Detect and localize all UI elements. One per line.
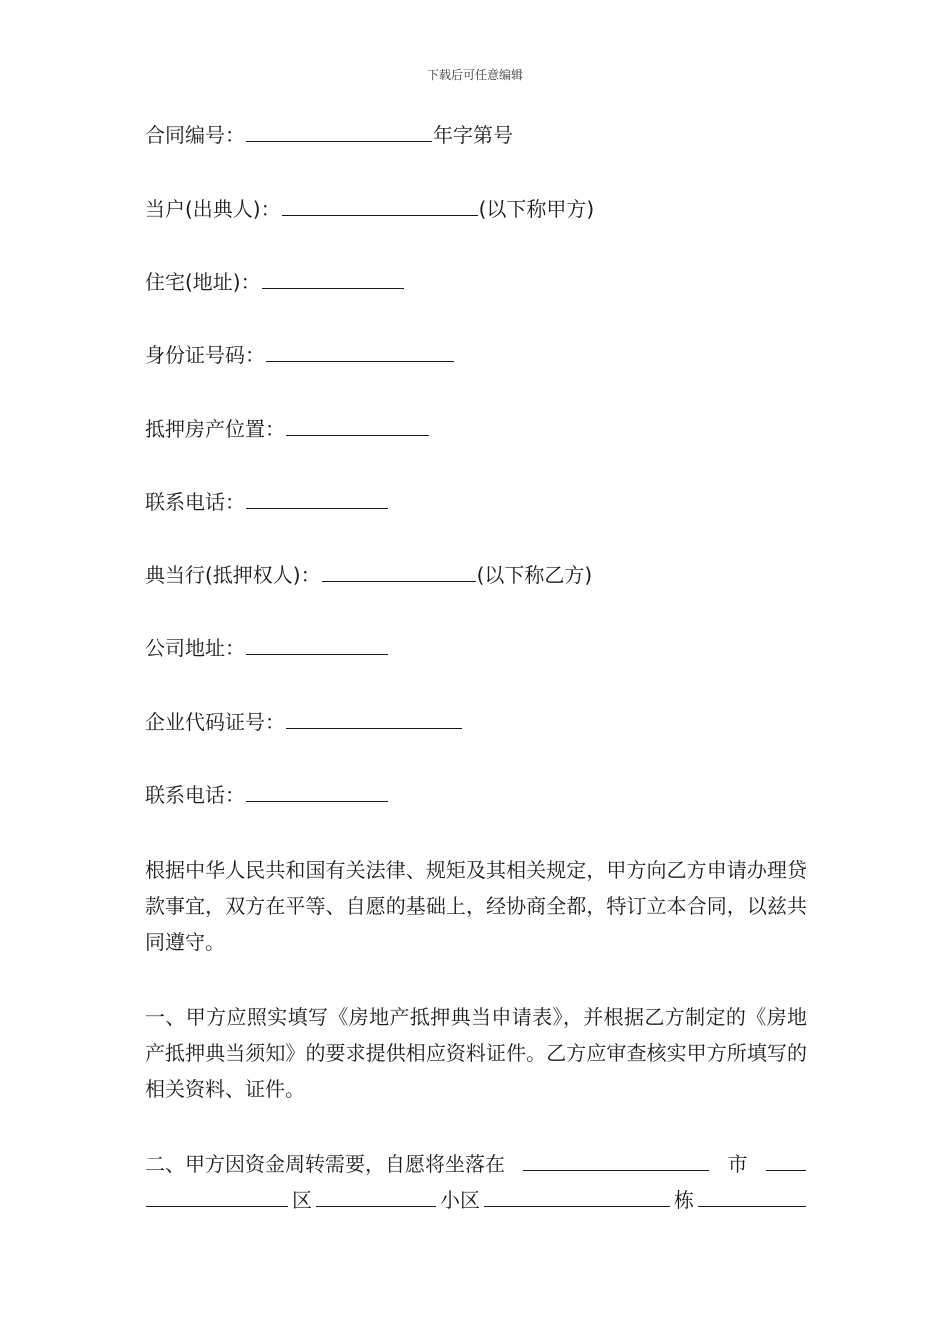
- field-label: 联系电话：: [145, 490, 245, 514]
- clause-2-community: 小区: [440, 1188, 480, 1212]
- blank-line[interactable]: [246, 781, 388, 802]
- clause-2-city: 市: [727, 1152, 748, 1176]
- field-company-address: [145, 634, 389, 662]
- field-pawnshop: [145, 561, 592, 589]
- blank-line[interactable]: [246, 121, 432, 142]
- blank-line[interactable]: [286, 415, 429, 436]
- paragraph-clause-2: [145, 1146, 807, 1218]
- clause-2-building: 栋: [674, 1188, 694, 1212]
- field-property-location: [145, 415, 430, 443]
- clause-2-district: 区: [292, 1188, 312, 1212]
- blank-line[interactable]: [316, 1186, 436, 1207]
- field-label: 典当行(抵押权人)：: [145, 563, 321, 587]
- blank-line[interactable]: [262, 268, 404, 289]
- field-suffix: 年字第号: [433, 123, 513, 147]
- field-contract-number: [145, 121, 513, 149]
- blank-line[interactable]: [146, 1186, 288, 1207]
- blank-line[interactable]: [766, 1150, 806, 1171]
- blank-line[interactable]: [484, 1186, 670, 1207]
- clause-2-line-1: [145, 1146, 807, 1182]
- field-label: 抵押房产位置：: [145, 417, 285, 441]
- blank-line[interactable]: [523, 1150, 709, 1171]
- field-label: 公司地址：: [145, 636, 245, 660]
- field-phone-a: [145, 488, 389, 516]
- paragraph-intro: 根据中华人民共和国有关法律、规矩及其相关规定，甲方向乙方申请办理贷款事宜，双方在平等、自愿的基础上，经协商全都，特订立本合同，以兹共同遵守。: [145, 858, 807, 954]
- clause-2-line-2: [145, 1182, 807, 1218]
- paragraph-clause-1: 一、甲方应照实填写《房地产抵押典当申请表》，并根据乙方制定的《房地产抵押典当须知》的要求提供相应资料证件。乙方应审查核实甲方所填写的相关资料、证件。: [145, 1005, 807, 1101]
- blank-line[interactable]: [322, 561, 476, 582]
- field-enterprise-code: [145, 708, 463, 736]
- field-label: 企业代码证号：: [145, 710, 285, 734]
- field-pawner: [145, 195, 594, 223]
- field-label: 当户(出典人)：: [145, 197, 281, 221]
- blank-line[interactable]: [266, 341, 454, 362]
- blank-line[interactable]: [286, 708, 462, 729]
- blank-line[interactable]: [282, 195, 478, 216]
- field-label: 合同编号：: [145, 123, 245, 147]
- field-id-number: [145, 341, 455, 369]
- field-phone-b: [145, 781, 389, 809]
- field-label: 联系电话：: [145, 783, 245, 807]
- field-label: 身份证号码：: [145, 343, 265, 367]
- header-note: 下载后可任意编辑: [426, 68, 523, 82]
- blank-line[interactable]: [246, 634, 388, 655]
- blank-line[interactable]: [698, 1186, 806, 1207]
- blank-line[interactable]: [246, 488, 388, 509]
- field-suffix: (以下称乙方): [476, 563, 593, 587]
- field-label: 住宅(地址)：: [145, 270, 261, 294]
- clause-2-prefix: 二、甲方因资金周转需要，自愿将坐落在: [145, 1152, 505, 1176]
- field-suffix: (以下称甲方): [478, 197, 595, 221]
- field-residence: [145, 268, 405, 296]
